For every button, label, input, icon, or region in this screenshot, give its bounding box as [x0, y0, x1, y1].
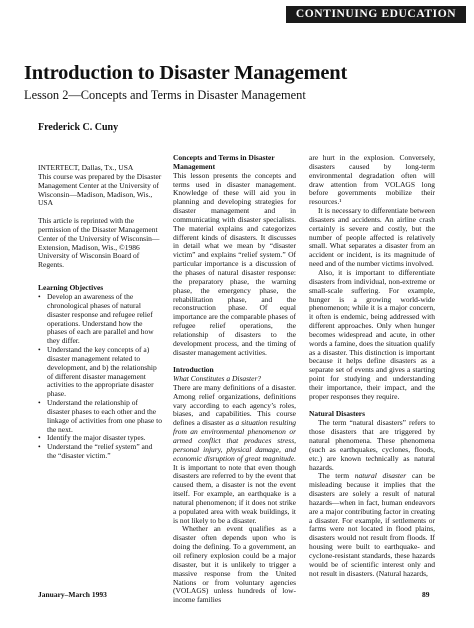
natural-hazards-paragraph: The term “natural disasters” refers to those disasters that are triggered by natural phenomena. These phenomena (such as earthquakes, cyclones, floods, etc.) are known technically as natural hazards.	[309, 418, 435, 472]
main-column-2	[309, 154, 435, 579]
definition-emphasis: a situation resulting from an environmental phenomenon or armed conflict that produces stress, personal injury, physical damage, and economic disruption of great magnitude.	[173, 418, 296, 463]
misleading-text-continued: can be misleading because it implies that the disasters are solely a result of natural hazards—when in fact, human endeavors are a major contributing factor in creating a disaster. For example, if settlements or farms were not located in flood plains, disasters would not result from floods. If housing were built to earthquake- and cyclone-resistant standards, these hazards would be of scientific interest only and not result in disasters. (Natural hazards,	[309, 471, 436, 578]
natural-disasters-heading: Natural Disasters	[309, 409, 366, 419]
natural-disaster-term: natural disaster	[354, 471, 407, 481]
concepts-heading: Concepts and Terms in Disaster Management	[173, 153, 275, 171]
qualification-paragraph: Whether an event qualifies as a disaster often depends upon who is doing the defining. To a government, an oil refinery explosion could be a major disaster, but it is unlikely to trigger a massive response from the United Nations or from voluntary agencies (VOLAGS) unless hundreds of low-income families	[173, 524, 296, 605]
objectives-heading: Learning Objectives	[38, 283, 104, 293]
definition-text-continued: It is important to note that even though disasters are referred to by the event that caused them, a disaster is not the event itself. For example, an earthquake is a natural phenomenon; if it does not strike a populated area with weak buildings, it is not likely to be a disaster.	[173, 462, 296, 525]
issue-date: January–March 1993	[38, 590, 107, 599]
article-subtitle: Lesson 2—Concepts and Terms in Disaster Management	[24, 88, 306, 102]
sidebar-column	[38, 164, 162, 461]
misleading-text: The term	[318, 471, 355, 481]
article-title: Introduction to Disaster Management	[24, 62, 348, 84]
author-name: Frederick C. Cuny	[38, 122, 119, 133]
objective-item: • Develop an awareness of the chronological phases of natural disaster response and refugee relief operations. Understand how the phases of each are parallel and how they differ.	[38, 293, 162, 346]
objective-item: • Identify the major disaster types.	[38, 434, 162, 443]
affiliation-note: INTERTECT, Dallas, Tx., USA This course was prepared by the Disaster Management Center at the University of Wisconsin—Madison, Madison, Wis., USA	[38, 163, 162, 208]
introduction-subheading: What Constitutes a Disaster?	[173, 374, 262, 384]
main-column-1	[173, 154, 296, 605]
concepts-paragraph: This lesson presents the concepts and terms used in disaster management. Knowledge of these will aid you in planning and developing strategies for disaster management and in communicating with disaster specialists. The material explains and categorizes different kinds of disasters. It discusses in detail what we mean by “disaster victim” and explains “relief system.” Of particular importance is a discussion of the phases of natural disaster response: the preparatory phase, the warning phase, the emergency phase, the rehabilitation phase, and the reconstruction phase. Of equal importance are the comparable phases of refugee relief operations, the relationship of disasters to the development process, and the timing of disaster management activities.	[173, 170, 296, 357]
introduction-heading: Introduction	[173, 365, 214, 375]
definition-text: There are many definitions of a disaster. Among relief organizations, definitions vary according to each agency’s roles, biases, and capabilities. This course defines a disaster as	[173, 382, 296, 428]
permission-note: This article is reprinted with the permission of the Disaster Management Center of the University of Wisconsin—Extension, Madison, Wis., ©1986 University of Wisconsin Board of Regents.	[38, 216, 160, 270]
objectives-list	[38, 293, 162, 461]
definition-paragraph	[173, 384, 296, 526]
objective-item: • Understand the relationship of disaster phases to each other and the linkage of activities from one phase to the next.	[38, 399, 162, 434]
objective-item: • Understand the key concepts of a) disaster management related to development, and b) the relationship of different disaster management activities to the appropriate disaster phase.	[38, 346, 162, 399]
objective-item: • Understand the “relief system” and the “disaster victim.”	[38, 443, 162, 461]
misleading-term-paragraph	[309, 472, 435, 578]
continued-paragraph: are hurt in the explosion. Conversely, disasters caused by long-term environmental degradation often will draw attention from VOLAGS long before governments mobilize their resources.¹	[309, 153, 435, 207]
section-banner: CONTINUING EDUCATION	[286, 6, 466, 23]
accidents-paragraph: It is necessary to differentiate between disasters and accidents. An airline crash certainly is severe and costly, but the number of people affected is relatively small. What separates a disaster from an accident or incident, is its magnitude of need and of the number victims involved.	[309, 206, 435, 269]
page-number: 89	[422, 590, 430, 599]
suffering-paragraph: Also, it is important to differentiate disasters from individual, non-extreme or small-scale suffering. For example, hunger is a growing world-wide phenomenon; while it is a major concern, it often is endemic, being addressed with different approaches. Only when hunger becomes widespread and acute, in other words a famine, does the situation qualify as a disaster. This distinction is important because it helps define disasters as a separate set of events and gives a starting point for studying and understanding their importance, their impact, and the proper responses they require.	[309, 267, 435, 401]
